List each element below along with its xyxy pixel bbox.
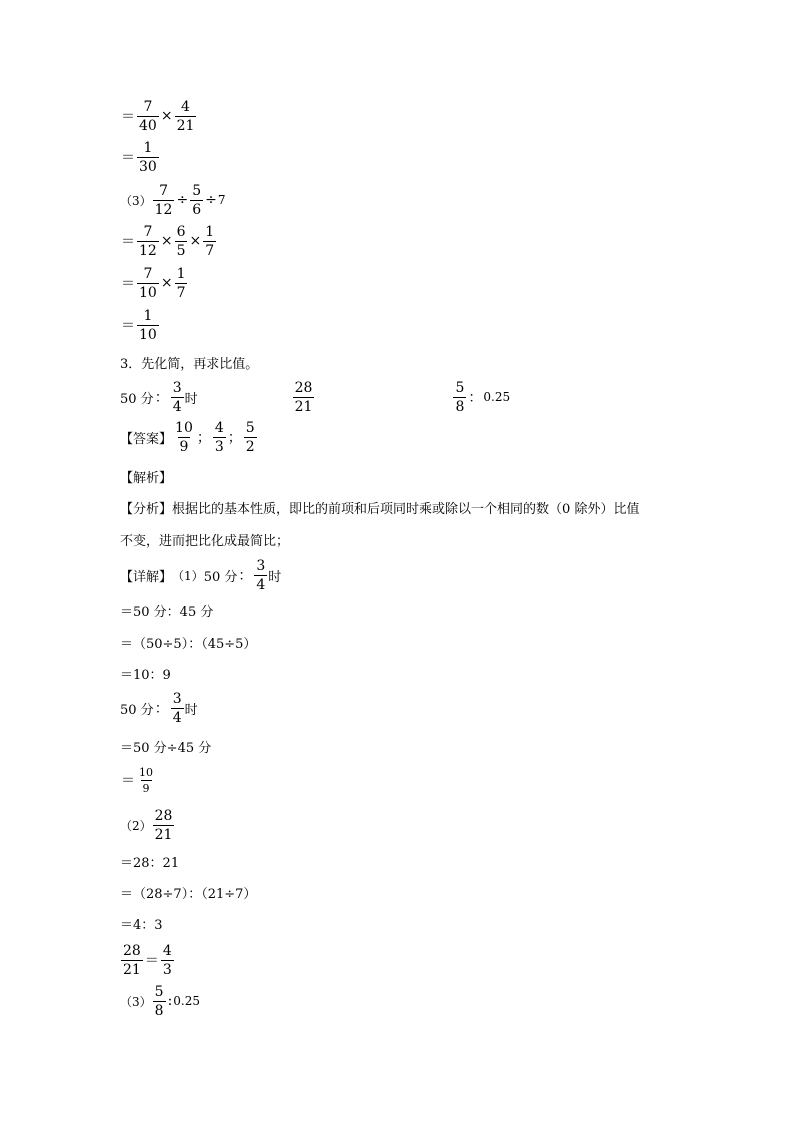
analysis-text-1: 【 分析 】 根据比的基本性质，即比的前项和后项同时乘或除以一个相同的数（0 除外）比值 <box>120 501 640 517</box>
fraction: $\frac{6}{5}$ <box>176 223 186 259</box>
detail-heading: 【 详解 】 （1） 50 分 ： $\frac{3}{4}$ 时 <box>120 557 282 593</box>
detail-step: ＝50 分÷45 分 <box>120 740 212 756</box>
fraction: $\frac{5}{6}$ <box>192 182 202 218</box>
fraction: $\frac{1}{7}$ <box>176 265 186 301</box>
fraction: $\frac{10}{9}$ <box>175 419 193 455</box>
fraction: $\frac{7}{12}$ <box>154 182 173 218</box>
fraction: $\frac{1}{30}$ <box>139 139 157 175</box>
answer-line: 【 答案 】 $\frac{10}{9}$ ； $\frac{4}{3}$ ； $\frac{5}{2}$ <box>120 419 255 455</box>
detail-part-3: （3） $\frac{5}{8}$ : 0.25 <box>120 983 200 1019</box>
times-sign: × <box>160 108 173 124</box>
detail-step: ＝28：21 <box>120 855 180 871</box>
fraction: $\frac{28}{21}$ <box>123 942 141 978</box>
calc3-problem: （3） $\frac{7}{12}$ ÷ $\frac{5}{6}$ ÷ 7 <box>120 182 226 218</box>
question-items: 50 分 ： $\frac{3}{4}$ 时 $\frac{28}{21}$ $\frac{5}{8}$ ： 0.25 <box>120 379 511 415</box>
detail-step: 50 分 ： $\frac{3}{4}$ 时 <box>120 690 198 726</box>
question-title: 3．先化简，再求比值。 <box>120 356 259 372</box>
fraction: $\frac{1}{7}$ <box>205 223 215 259</box>
fraction: $\frac{5}{8}$ <box>455 379 465 415</box>
answer-label: 答案 <box>133 431 160 447</box>
calc-step-2: ＝ $\frac{1}{30}$ <box>121 139 157 175</box>
fraction: $\frac{3}{4}$ <box>172 379 182 415</box>
fraction: $\frac{7}{40}$ <box>139 98 157 134</box>
calc-step-1 <box>120 100 197 132</box>
detail-step: ＝（28÷7）：（21÷7） <box>120 886 257 902</box>
detail-step: ＝50 分：45 分 <box>120 604 214 620</box>
item-label: （3） <box>120 193 152 208</box>
detail-step: $\frac{28}{21}$ ＝ $\frac{4}{3}$ <box>123 942 172 978</box>
detail-step: ＝（50÷5）：（45÷5） <box>120 636 257 652</box>
detail-part-2: （2） $\frac{28}{21}$ <box>120 807 173 843</box>
detail-step: ＝ $\frac{10}{9}$ <box>121 765 153 795</box>
analysis-heading: 【 解析 】 <box>120 470 173 486</box>
fraction: $\frac{3}{4}$ <box>172 690 182 726</box>
fraction: $\frac{4}{21}$ <box>176 98 195 134</box>
calc3-step-1: ＝ $\frac{7}{12}$ × $\frac{6}{5}$ × $\frac{1}{7}$ <box>121 223 215 259</box>
fraction: $\frac{28}{21}$ <box>154 807 173 843</box>
fraction: $\frac{28}{21}$ <box>294 379 313 415</box>
equals-sign: ＝ <box>121 109 135 125</box>
fraction: $\frac{10}{9}$ <box>139 765 153 795</box>
fraction: $\frac{5}{2}$ <box>245 419 255 455</box>
fraction: $\frac{4}{3}$ <box>214 419 224 455</box>
fraction: $\frac{3}{4}$ <box>256 557 266 593</box>
fraction: $\frac{7}{12}$ <box>139 223 157 259</box>
fraction: $\frac{5}{8}$ <box>154 983 164 1019</box>
fraction: $\frac{1}{10}$ <box>139 307 157 343</box>
calc3-result: ＝ $\frac{1}{10}$ <box>121 307 157 343</box>
fraction: $\frac{7}{10}$ <box>139 265 157 301</box>
calc3-step-2: ＝ $\frac{7}{10}$ × $\frac{1}{7}$ <box>121 265 186 301</box>
fraction: $\frac{4}{3}$ <box>162 942 172 978</box>
analysis-text-2: 不变，进而把比化成最简比； <box>120 533 290 549</box>
detail-step: ＝4：3 <box>120 917 163 933</box>
detail-step: ＝10：9 <box>120 667 171 683</box>
